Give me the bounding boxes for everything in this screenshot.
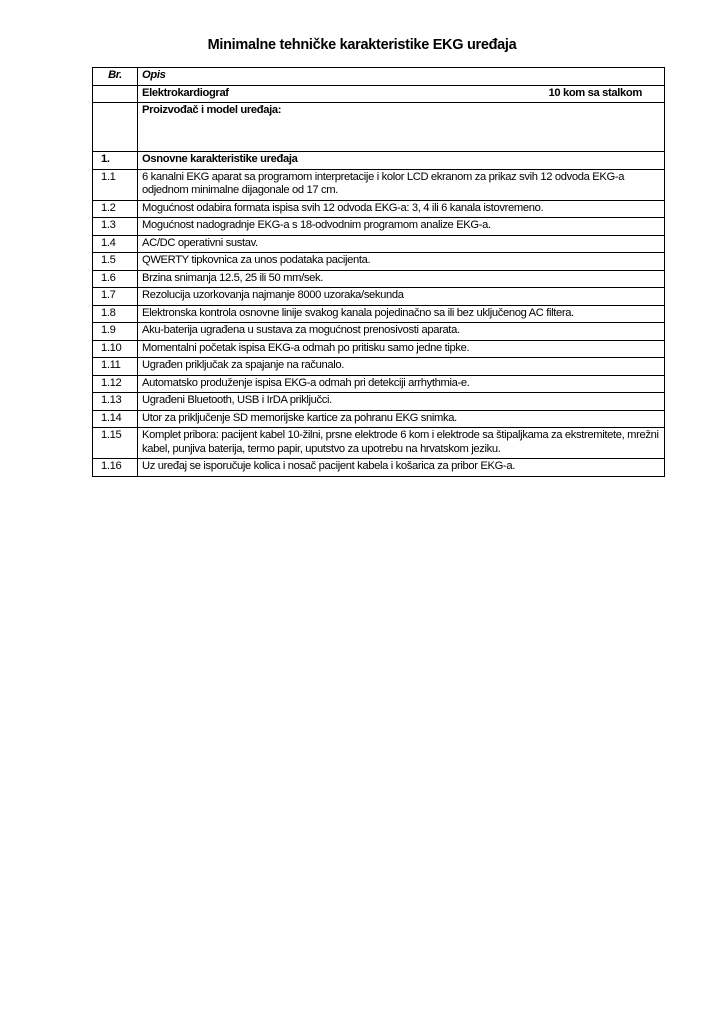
item-text: Momentalni početak ispisa EKG-a odmah po pritisku samo jedne tipke. [138, 340, 665, 358]
item-text: QWERTY tipkovnica za unos podataka pacijenta. [138, 253, 665, 271]
table-row [93, 253, 665, 271]
table-row [93, 393, 665, 411]
manufacturer-number-cell [93, 103, 138, 152]
item-number: 1.9 [93, 323, 138, 341]
item-number: 1.5 [93, 253, 138, 271]
header-number: Br. [93, 68, 138, 86]
table-header-row [93, 68, 665, 86]
item-text: AC/DC operativni sustav. [138, 235, 665, 253]
section-row [93, 152, 665, 170]
item-text: Mogućnost odabira formata ispisa svih 12 odvoda EKG-a: 3, 4 ili 6 kanala istovremeno. [138, 200, 665, 218]
section-number: 1. [93, 152, 138, 170]
item-text: Ugrađeni Bluetooth, USB i IrDA priključci. [138, 393, 665, 411]
item-text: Utor za priključenje SD memorijske kartice za pohranu EKG snimka. [138, 410, 665, 428]
item-number: 1.14 [93, 410, 138, 428]
product-quantity: 10 kom sa stalkom [548, 86, 642, 99]
product-cell [138, 85, 665, 103]
item-number: 1.11 [93, 358, 138, 376]
table-row [93, 459, 665, 477]
table-row [93, 270, 665, 288]
item-text: Aku-baterija ugrađena u sustava za mogućnost prenosivosti aparata. [138, 323, 665, 341]
table-row [93, 358, 665, 376]
item-text: Rezolucija uzorkovanja najmanje 8000 uzoraka/sekunda [138, 288, 665, 306]
table-row [93, 305, 665, 323]
product-row [93, 85, 665, 103]
item-number: 1.16 [93, 459, 138, 477]
item-number: 1.6 [93, 270, 138, 288]
item-text: Brzina snimanja 12.5, 25 ili 50 mm/sek. [138, 270, 665, 288]
item-text: Elektronska kontrola osnovne linije svakog kanala pojedinačno sa ili bez uključenog AC filtera. [138, 305, 665, 323]
table-row [93, 375, 665, 393]
table-row [93, 323, 665, 341]
item-number: 1.10 [93, 340, 138, 358]
manufacturer-row [93, 103, 665, 152]
item-number: 1.12 [93, 375, 138, 393]
document-title: Minimalne tehničke karakteristike EKG uređaja [207, 37, 517, 53]
product-name: Elektrokardiograf [142, 86, 229, 99]
table-row [93, 410, 665, 428]
item-text: Mogućnost nadogradnje EKG-a s 18-odvodnim programom analize EKG-a. [138, 218, 665, 236]
section-title: Osnovne karakteristike uređaja [138, 152, 665, 170]
item-number: 1.2 [93, 200, 138, 218]
table-row [93, 169, 665, 200]
table-row [93, 428, 665, 459]
header-description: Opis [138, 68, 665, 86]
table-row [93, 200, 665, 218]
product-number-cell [93, 85, 138, 103]
table-row [93, 218, 665, 236]
item-text: Ugrađen priključak za spajanje na računalo. [138, 358, 665, 376]
item-number: 1.15 [93, 428, 138, 459]
item-number: 1.13 [93, 393, 138, 411]
table-row [93, 235, 665, 253]
item-text: Uz uređaj se isporučuje kolica i nosač pacijent kabela i košarica za pribor EKG-a. [138, 459, 665, 477]
table-row [93, 340, 665, 358]
manufacturer-label: Proizvođač i model uređaja: [138, 103, 665, 152]
item-number: 1.1 [93, 169, 138, 200]
item-number: 1.4 [93, 235, 138, 253]
item-number: 1.3 [93, 218, 138, 236]
item-text: Komplet pribora: pacijent kabel 10-žilni, prsne elektrode 6 kom i elektrode sa štipaljkama za ekstremitete, mrežni kabel, punjiva baterija, termo papir, uputstvo za upotrebu na hrvatskom jeziku. [138, 428, 665, 459]
table-row [93, 288, 665, 306]
item-text: 6 kanalni EKG aparat sa programom interpretacije i kolor LCD ekranom za prikaz svih 12 odvoda EKG-a odjednom minimalne dijagonale od 17 cm. [138, 169, 665, 200]
spec-table [92, 67, 665, 477]
item-number: 1.8 [93, 305, 138, 323]
item-number: 1.7 [93, 288, 138, 306]
item-text: Automatsko produženje ispisa EKG-a odmah pri detekciji arrhythmia-e. [138, 375, 665, 393]
